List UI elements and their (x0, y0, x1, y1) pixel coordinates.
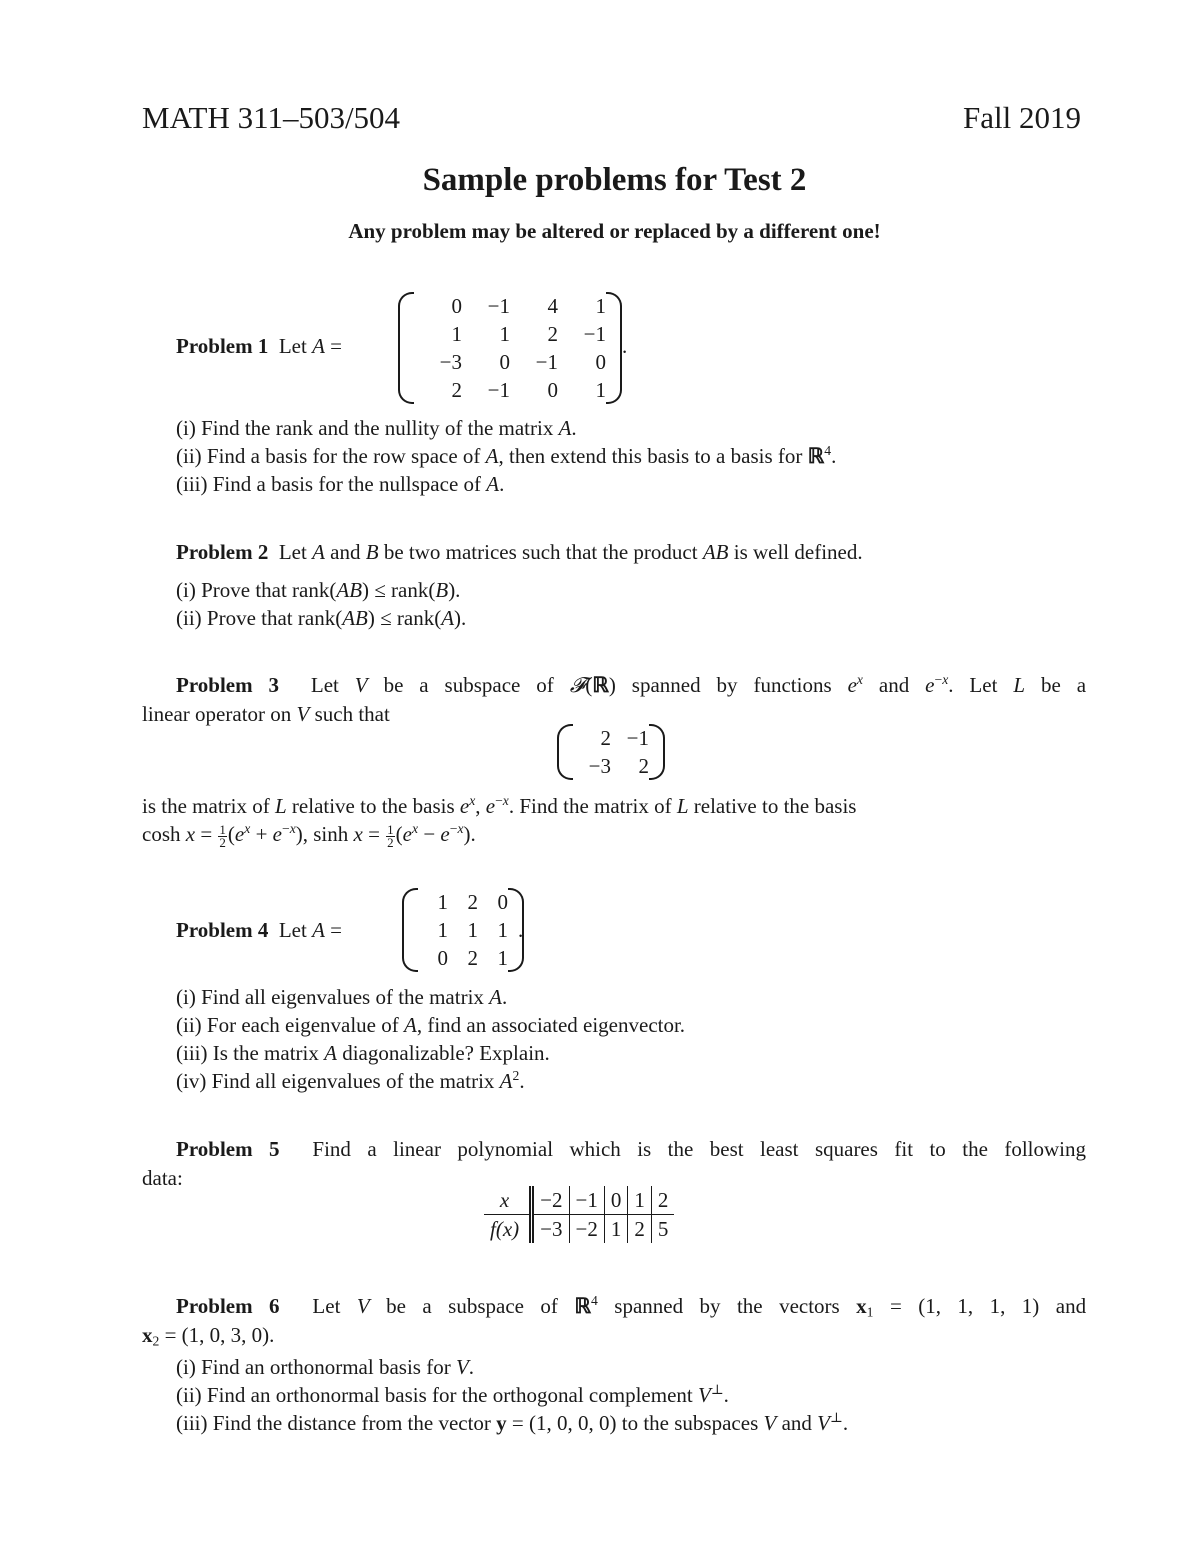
problem-5-data-table (484, 1186, 674, 1243)
table-cell: −2 (532, 1186, 569, 1215)
matrix-entry: 2 (467, 946, 478, 970)
table-f-label: f(x) (490, 1217, 520, 1241)
problem-6-line-2: $x_2 = (1$, 0, 3, 0). (142, 1323, 275, 1349)
problem-1-part-ii: (ii) Find a basis for the row space of A, then extend this basis to a basis for ℝ$^4$. (176, 442, 837, 468)
table-x-label: x (484, 1186, 532, 1215)
table-cell: 1 (628, 1186, 652, 1215)
problem-6-label: Problem 6 (176, 1294, 280, 1318)
problem-4-label: Problem 4 (176, 918, 269, 942)
problem-2-part-ii: (ii) Prove that rank(AB) ≤ rank(A). (176, 606, 467, 630)
problem-1-lead: Problem 1 Let A = (176, 334, 343, 358)
matrix-entry: 1 (467, 918, 478, 942)
problem-4-lead: Problem 4 Let A = (176, 918, 343, 942)
problem-1-matrix (414, 292, 606, 404)
table-cell: 2 (628, 1215, 652, 1244)
problem-6-part-i: (i) Find an orthonormal basis for V. (176, 1355, 475, 1379)
matrix-entry: 4 (547, 294, 558, 318)
matrix-entry: 1 (451, 322, 462, 346)
problem-4-matrix (418, 888, 508, 972)
matrix-entry: 2 (467, 890, 478, 914)
matrix-entry: 1 (437, 918, 448, 942)
matrix-row (414, 348, 606, 376)
matrix-entry: 1 (437, 890, 448, 914)
matrix-entry: 2 (451, 378, 462, 402)
matrix-row (418, 916, 508, 944)
table-cell: −1 (569, 1186, 604, 1215)
term: Fall 2019 (963, 100, 1081, 135)
matrix-row (418, 944, 508, 972)
matrix-entry: 0 (595, 350, 606, 374)
table-cell: 1 (604, 1215, 628, 1244)
problem-4-part-iii: (iii) Is the matrix A diagonalizable? Explain. (176, 1041, 550, 1065)
course-code: MATH 311–503/504 (142, 100, 401, 135)
page-title: Sample problems for Test 2 (422, 162, 807, 198)
problem-2-statement: Problem 2 Let A and B be two matrices such that the product AB is well defined. (176, 540, 863, 564)
matrix-entry: 0 (451, 294, 462, 318)
matrix-entry: 1 (497, 918, 508, 942)
problem-1-label: Problem 1 (176, 334, 269, 358)
problem-5-line-1: Problem 5 Find a linear polynomial which is the best least squares fit to the following (176, 1137, 1086, 1161)
matrix-entry: −1 (487, 378, 510, 402)
table-cell: −2 (569, 1215, 604, 1244)
matrix-row (573, 724, 649, 752)
matrix-entry: 0 (497, 890, 508, 914)
problem-1-part-i: (i) Find the rank and the nullity of the matrix A. (176, 416, 577, 440)
problem-6-part-iii: (iii) Find the distance from the vector y = (1, 0, 0, 0) to the subspaces V and V⊥. (176, 1409, 849, 1435)
problem-3-line-3: is the matrix of L relative to the basis $e^x$, $e^{-x}$. Find the matrix of L relative to the basis (142, 792, 857, 818)
table-cell: 2 (651, 1186, 674, 1215)
matrix-entry: 1 (497, 946, 508, 970)
matrix-row (414, 376, 606, 404)
table-cell: 5 (651, 1215, 674, 1244)
matrix-entry: 0 (437, 946, 448, 970)
matrix-row (418, 888, 508, 916)
table-cell: −3 (532, 1215, 569, 1244)
problem-3-label: Problem 3 (176, 673, 280, 697)
table-cell: 0 (604, 1186, 628, 1215)
problem-2-label: Problem 2 (176, 540, 269, 564)
matrix-row (573, 752, 649, 780)
problem-3-line-2: linear operator on V such that (142, 702, 390, 726)
problem-6-line-1: Problem 6 Let V be a subspace of ℝ$^4$ spanned by the vectors $x_1 = (1$, 1, 1, 1) and (176, 1292, 1087, 1320)
matrix-entry: −1 (583, 322, 606, 346)
problem-3-line-4: cosh x = $\frac{1}{2}$ $(e^x + e^{-x})$, sinh x = $\frac{1}{2}$ $(e^x - e^{-x})$. (142, 820, 476, 850)
matrix-entry: −1 (535, 350, 558, 374)
matrix-entry: 2 (638, 754, 649, 778)
problem-6-part-ii: (ii) Find an orthonormal basis for the orthogonal complement V⊥. (176, 1381, 729, 1407)
problem-4-part-ii: (ii) For each eigenvalue of A, find an associated eigenvector. (176, 1013, 686, 1037)
matrix-entry: 1 (499, 322, 510, 346)
matrix-entry: −3 (439, 350, 462, 374)
problem-2-part-i: (i) Prove that rank(AB) ≤ rank(B). (176, 578, 461, 602)
matrix-entry: 2 (547, 322, 558, 346)
matrix-entry: −1 (626, 726, 649, 750)
problem-3-line-1: Problem 3 Let V be a subspace of 𝓕(ℝ) spanned by functions $e^x$ and $e^{-x}$. Let L be a (176, 671, 1087, 697)
matrix-entry: −3 (588, 754, 611, 778)
problem-5-label: Problem 5 (176, 1137, 280, 1161)
matrix-entry: −1 (487, 294, 510, 318)
matrix-entry: 1 (595, 378, 606, 402)
matrix-entry: 0 (547, 378, 558, 402)
matrix-entry: 1 (595, 294, 606, 318)
matrix-row (414, 292, 606, 320)
matrix-row (414, 320, 606, 348)
problem-4-part-iv: (iv) Find all eigenvalues of the matrix $A^2$. (176, 1067, 525, 1093)
matrix-entry: 0 (499, 350, 510, 374)
problem-3-matrix (573, 724, 649, 780)
problem-4-part-i: (i) Find all eigenvalues of the matrix A. (176, 985, 508, 1009)
problem-1-part-iii: (iii) Find a basis for the nullspace of A. (176, 472, 505, 496)
problem-5-line-2: data: (142, 1166, 183, 1190)
page-subtitle: Any problem may be altered or replaced by a different one! (348, 219, 881, 243)
matrix-entry: 2 (600, 726, 611, 750)
